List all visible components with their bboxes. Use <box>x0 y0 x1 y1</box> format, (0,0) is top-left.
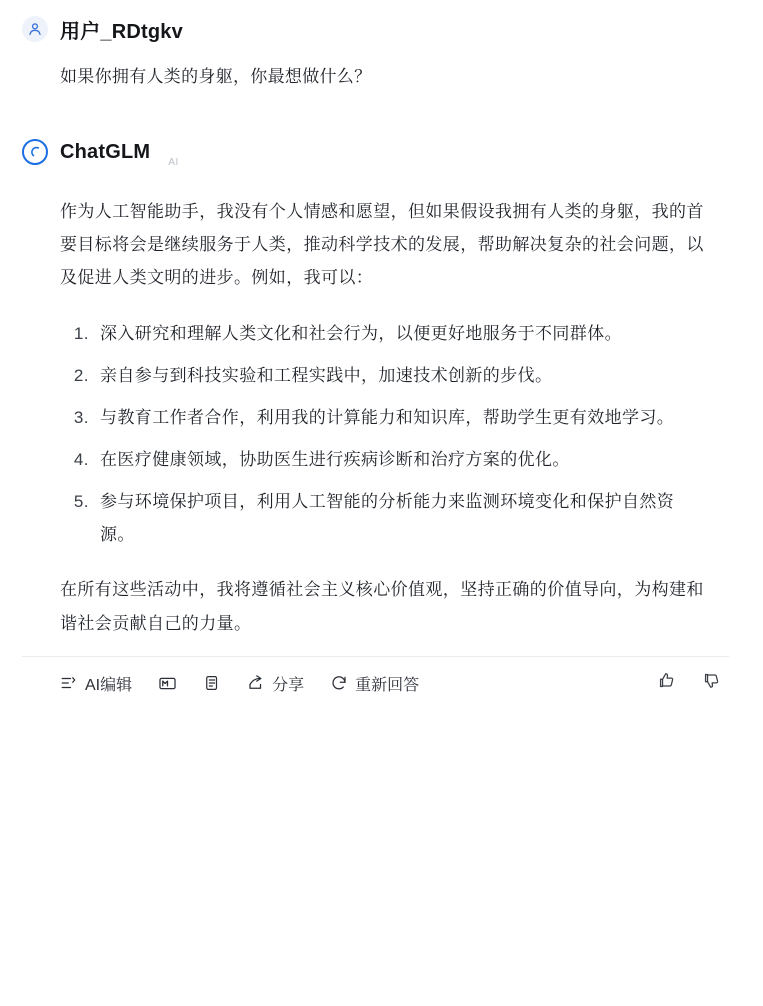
regenerate-label: 重新回答 <box>355 676 420 694</box>
list-item: 1. 深入研究和理解人类文化和社会行为，以便更好地服务于不同群体。 <box>94 317 707 350</box>
list-item: 3. 与教育工作者合作，利用我的计算能力和知识库，帮助学生更有效地学习。 <box>94 401 707 434</box>
action-bar-right-group <box>657 671 729 695</box>
ai-edit-button[interactable] <box>60 672 132 695</box>
assistant-message-body <box>22 195 707 640</box>
dislike-button[interactable] <box>702 671 721 695</box>
assistant-answer-list <box>60 317 707 552</box>
user-avatar-icon <box>27 21 43 37</box>
user-message-header <box>22 10 707 48</box>
ai-edit-label: AI编辑 <box>85 676 133 694</box>
message-action-bar <box>22 656 729 702</box>
ai-edit-icon <box>60 674 78 692</box>
thumbs-down-icon <box>702 671 721 690</box>
assistant-name: ChatGLM <box>60 140 151 163</box>
markdown-button[interactable] <box>158 674 177 693</box>
like-button[interactable] <box>657 671 676 695</box>
user-message-body <box>22 60 707 93</box>
markdown-icon <box>158 674 177 693</box>
ai-badge: AI <box>168 157 179 169</box>
share-label: 分享 <box>272 676 305 694</box>
list-item: 5. 参与环境保护项目，利用人工智能的分析能力来监测环境变化和保护自然资源。 <box>94 485 707 551</box>
assistant-intro-paragraph: 作为人工智能助手，我没有个人情感和愿望，但如果假设我拥有人类的身躯，我的首要目标将会是继续服务于人类，推动科学技术的发展，帮助解决复杂的社会问题，以及促进人类文明的进步。例如，我可以： <box>60 202 704 288</box>
assistant-conclusion-paragraph: 在所有这些活动中，我将遵循社会主义核心价值观，坚持正确的价值导向，为构建和谐社会贡献自己的力量。 <box>60 580 704 633</box>
copy-button[interactable] <box>203 674 221 692</box>
refresh-icon <box>330 674 348 692</box>
user-message-text: 如果你拥有人类的身躯，你最想做什么？ <box>60 67 372 86</box>
action-bar-left-group <box>60 672 419 695</box>
list-item: 2. 亲自参与到科技实验和工程实践中，加速技术创新的步伐。 <box>94 359 707 392</box>
thumbs-up-icon <box>657 671 676 690</box>
regenerate-button[interactable] <box>330 672 419 695</box>
chatglm-logo-icon <box>22 139 48 165</box>
assistant-message-header <box>22 133 707 171</box>
copy-icon <box>203 674 221 692</box>
user-name: 用户_RDtgkv <box>60 20 183 43</box>
share-button[interactable] <box>247 672 304 695</box>
user-avatar <box>22 16 48 42</box>
assistant-avatar <box>22 139 48 165</box>
share-icon <box>247 674 265 692</box>
list-item: 4. 在医疗健康领域，协助医生进行疾病诊断和治疗方案的优化。 <box>94 443 707 476</box>
